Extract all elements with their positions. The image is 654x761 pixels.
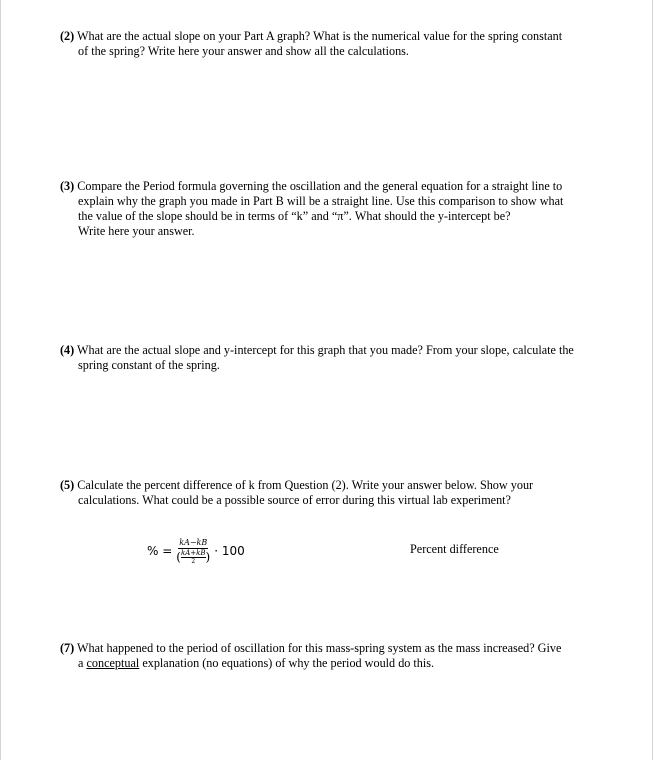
question-4-line-1	[60, 343, 608, 358]
question-3-line-2: explain why the graph you made in Part B will be a straight line. Use this comparison to show what	[78, 194, 564, 208]
question-5-line-2: calculations. What could be a possible source of error during this virtual lab experiment?	[78, 493, 511, 507]
question-3	[60, 179, 608, 239]
formula-times-100: · 100	[214, 543, 245, 558]
question-7-line-1	[60, 641, 608, 656]
formula-open-paren: (	[176, 549, 181, 564]
question-3-line-3: the value of the slope should be in terms of “k” and “π”. What should the y-intercept be?	[78, 209, 511, 223]
question-5-number: (5)	[60, 478, 75, 492]
question-7-underlined-word: conceptual	[86, 656, 140, 670]
question-7-line-2-prefix: a	[78, 656, 87, 670]
formula-fraction	[176, 538, 210, 565]
question-4-number: (4)	[60, 343, 75, 357]
formula-close-paren: )	[205, 549, 211, 564]
question-7-line-2-suffix: explanation (no equations) of why the period would do this.	[139, 656, 435, 670]
question-2-line-1	[60, 29, 608, 44]
percent-difference-label: Percent difference	[410, 542, 499, 556]
question-7-number: (7)	[60, 641, 75, 655]
question-3-line-4: Write here your answer.	[78, 224, 195, 238]
question-7-line-2	[60, 656, 608, 671]
question-3-text-1: Compare the Period formula governing the oscillation and the general equation for a straight line to	[74, 179, 563, 193]
question-3-number: (3)	[60, 179, 75, 193]
question-2-line-2: of the spring? Write here your answer and show all the calculations.	[78, 44, 409, 58]
question-7-text-1: What happened to the period of oscillation for this mass-spring system as the mass increased? Give	[74, 641, 562, 655]
formula-inner-numerator: kA+kB	[180, 548, 206, 557]
question-3-line-1	[60, 179, 608, 194]
question-2-number: (2)	[60, 29, 75, 43]
formula-numerator: kA−kB	[179, 537, 208, 547]
formula-lhs: % =	[147, 543, 173, 558]
question-4-line-2: spring constant of the spring.	[78, 358, 220, 372]
question-7	[60, 641, 608, 671]
formula-inner-denominator: 2	[191, 557, 196, 565]
question-4-text-1: What are the actual slope and y-intercept for this graph that you made? From your slope, calculate the	[74, 343, 574, 357]
question-4	[60, 343, 608, 373]
question-5	[60, 478, 608, 508]
question-5-text-1: Calculate the percent difference of k from Question (2). Write your answer below. Show your	[74, 478, 534, 492]
formula-denominator	[176, 549, 210, 565]
question-2-text-1: What are the actual slope on your Part A graph? What is the numerical value for the spring constant	[74, 29, 563, 43]
question-2	[60, 29, 608, 59]
percent-difference-formula	[147, 536, 245, 566]
formula-inner-fraction	[181, 549, 206, 565]
question-5-line-1	[60, 478, 608, 493]
